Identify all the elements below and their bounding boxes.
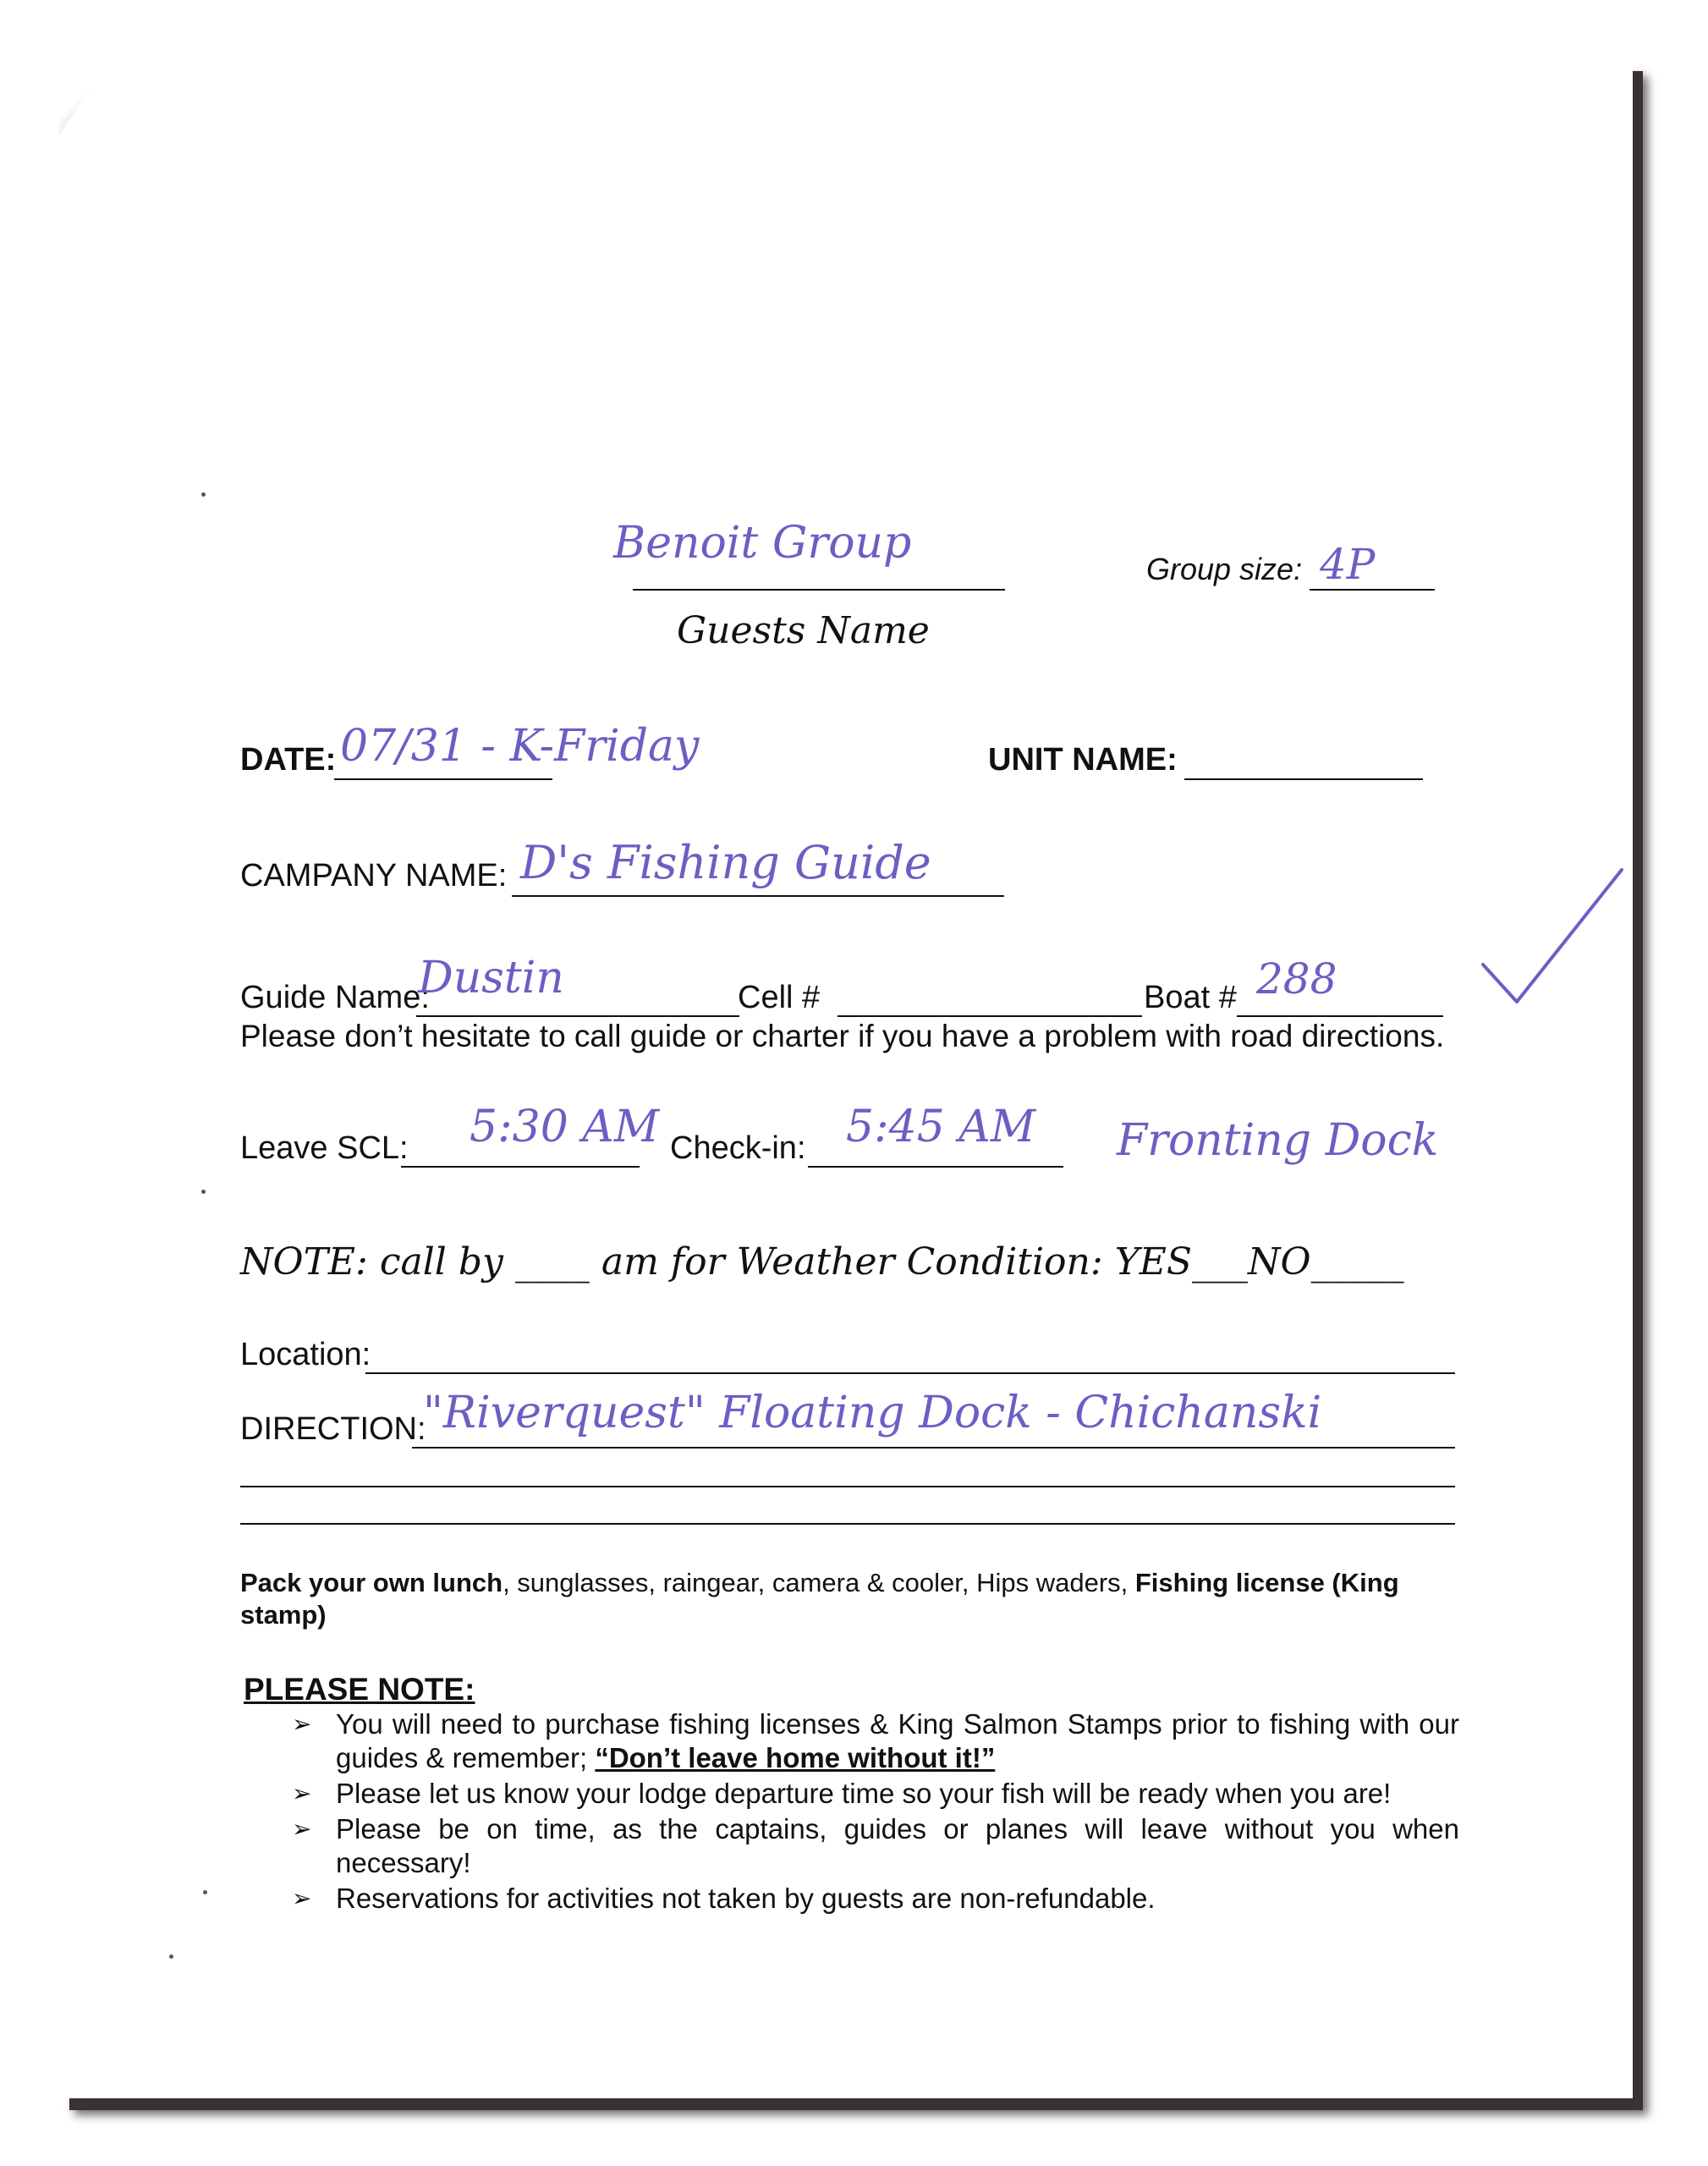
- leave-scl-line: [401, 1166, 640, 1168]
- check-in-line: [808, 1166, 1063, 1168]
- location-label: Location:: [240, 1337, 371, 1372]
- boat-label: Boat #: [1144, 980, 1237, 1015]
- guests-name-line: [633, 589, 1005, 591]
- weather-note: NOTE: call by ____ am for Weather Condition: YES___NO_____: [240, 1240, 1404, 1284]
- road-directions-note: Please don’t hesitate to call guide or charter if you have a problem with road directions.: [240, 1019, 1445, 1053]
- cell-label: Cell #: [738, 980, 821, 1015]
- bullet-4-text: Reservations for activities not taken by guests are non-refundable.: [336, 1883, 1156, 1914]
- check-in-extra: Fronting Dock: [1117, 1115, 1439, 1166]
- group-size-line: [1310, 589, 1435, 591]
- direction-line-3: [240, 1523, 1455, 1525]
- date-line: [334, 778, 552, 780]
- arrow-bullet-icon: ➢: [292, 1711, 312, 1737]
- please-note-heading: PLEASE NOTE:: [244, 1672, 475, 1707]
- list-item: [292, 1777, 1459, 1811]
- pack-license: Fishing license (King stamp): [240, 1568, 1399, 1630]
- guide-name-value: Dustin: [418, 953, 564, 1003]
- scan-speck: [201, 492, 206, 497]
- checkmark-icon: [1476, 863, 1628, 1015]
- bullet-1-emphasis: “Don’t leave home without it!”: [595, 1742, 996, 1773]
- bullet-2-text: Please let us know your lodge departure time so your fish will be ready when you are!: [336, 1778, 1392, 1809]
- boat-line: [1237, 1015, 1443, 1017]
- direction-value: "Riverquest" Floating Dock - Chichanski: [423, 1388, 1322, 1438]
- arrow-bullet-icon: ➢: [292, 1885, 312, 1911]
- list-item: [292, 1812, 1459, 1880]
- arrow-bullet-icon: ➢: [292, 1780, 312, 1806]
- arrow-bullet-icon: ➢: [292, 1816, 312, 1842]
- direction-line-2: [240, 1486, 1455, 1487]
- guests-name-label: Guests Name: [677, 609, 930, 652]
- cell-line: [838, 1015, 1142, 1017]
- check-in-value: 5:45 AM: [846, 1102, 1036, 1152]
- unit-name-label: UNIT NAME:: [988, 742, 1178, 778]
- company-name-label: CAMPANY NAME:: [240, 858, 508, 893]
- company-name-value: D's Fishing Guide: [520, 836, 931, 889]
- direction-line-1: [412, 1447, 1455, 1449]
- list-item: [292, 1882, 1459, 1916]
- scan-speck: [203, 1890, 207, 1894]
- pack-items: , sunglasses, raingear, camera & cooler, Hips waders,: [503, 1568, 1135, 1597]
- location-line: [365, 1372, 1455, 1374]
- check-in-label: Check-in:: [670, 1130, 806, 1166]
- company-name-line: [512, 895, 1004, 897]
- scan-speck: [169, 1954, 173, 1959]
- list-item: [292, 1707, 1459, 1775]
- boat-value: 288: [1256, 954, 1337, 1003]
- date-label: DATE:: [240, 742, 337, 778]
- leave-scl-label: Leave SCL:: [240, 1130, 409, 1166]
- pack-lead: Pack your own lunch: [240, 1568, 503, 1597]
- please-note-list: [292, 1707, 1459, 1917]
- guide-name-label: Guide Name:: [240, 980, 430, 1015]
- pack-list: [240, 1567, 1458, 1631]
- bullet-1-text: You will need to purchase fishing licenses & King Salmon Stamps prior to fishing with our guides & remember;: [336, 1708, 1459, 1773]
- date-value: 07/31 - K-Friday: [340, 721, 700, 772]
- direction-label: DIRECTION:: [240, 1411, 426, 1447]
- group-size-label: Group size:: [1146, 552, 1303, 586]
- guests-name-value: Benoit Group: [613, 518, 912, 569]
- unit-name-line: [1184, 778, 1423, 780]
- group-size-value: 4P: [1320, 540, 1376, 589]
- bullet-3-text: Please be on time, as the captains, guides or planes will leave without you when necessary!: [336, 1813, 1459, 1878]
- scan-speck: [201, 1190, 206, 1194]
- leave-scl-value: 5:30 AM: [470, 1102, 660, 1152]
- guide-name-line: [416, 1015, 739, 1017]
